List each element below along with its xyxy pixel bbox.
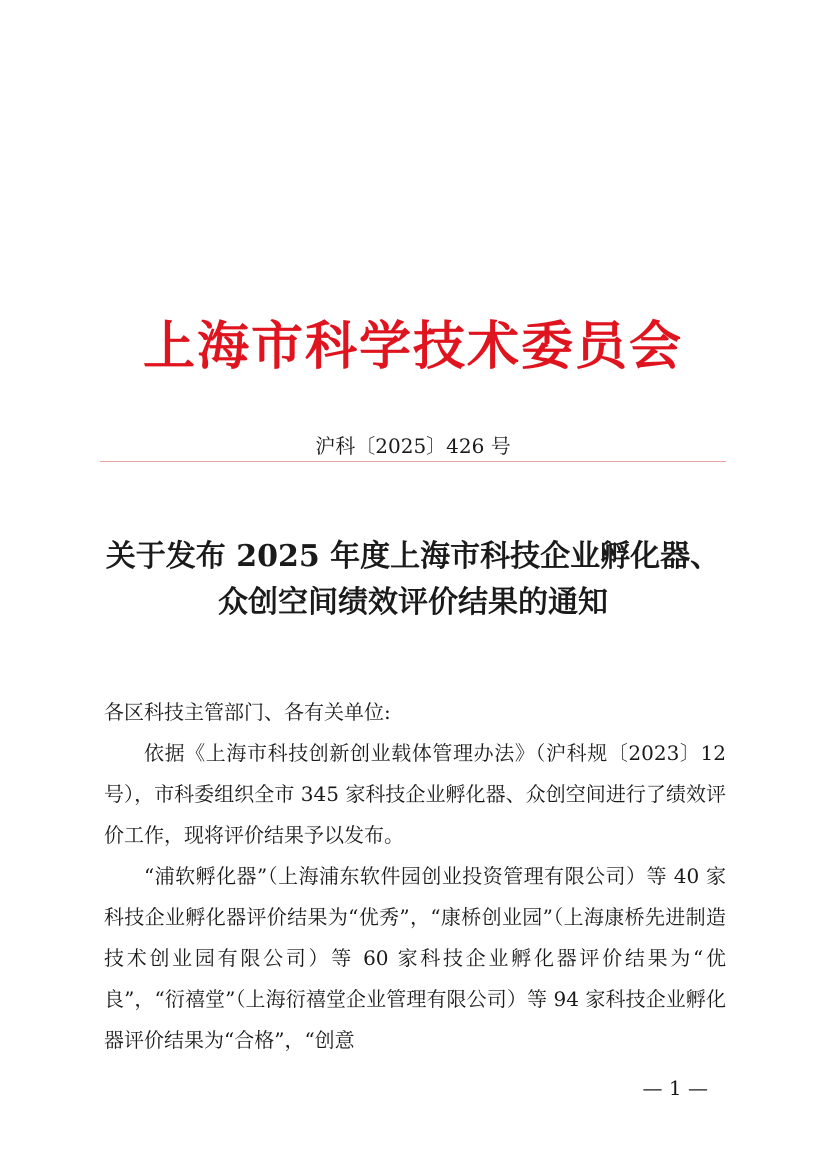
body-paragraph-1: 依据《上海市科技创新创业载体管理办法》（沪科规〔2023〕12 号），市科委组织全市 345 家科技企业孵化器、众创空间进行了绩效评价工作，现将评价结果予以发布。 — [104, 741, 726, 847]
body-paragraph-2: “浦软孵化器”（上海浦东软件园创业投资管理有限公司）等 40 家科技企业孵化器评价结果为“优秀”，“康桥创业园”（上海康桥先进制造技术创业园有限公司）等 60 家科技企业孵化器评价结果为“优良”，“衍禧堂”（上海衍禧堂企业管理有限公司）等 94 家科技企业孵化器评价结果为“合格”，“创意 — [104, 864, 726, 1052]
page-number: — 1 — — [642, 1076, 708, 1100]
document-body — [104, 692, 726, 1061]
document-title — [0, 534, 826, 626]
issuer-masthead: 上海市科学技术委员会 — [142, 316, 683, 377]
document-number: 沪科〔2025〕426 号 — [315, 434, 511, 458]
title-line-1: 关于发布 2025 年度上海市科技企业孵化器、 — [105, 539, 721, 574]
title-line-2: 众创空间绩效评价结果的通知 — [218, 585, 608, 620]
header-divider — [100, 461, 726, 462]
salutation: 各区科技主管部门、各有关单位: — [104, 700, 391, 724]
